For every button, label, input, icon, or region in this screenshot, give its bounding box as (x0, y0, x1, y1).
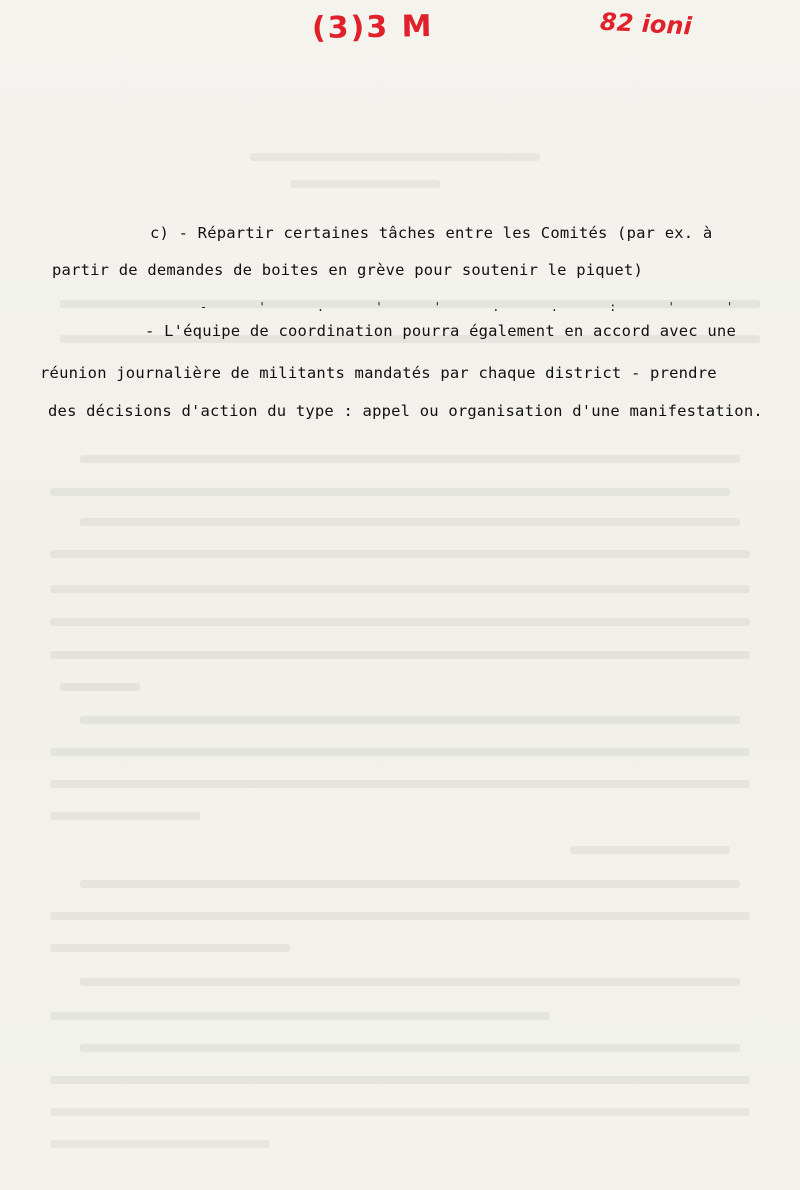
text-line-1: c) - Répartir certaines tâches entre les Comités (par ex. à (150, 224, 713, 242)
text-line-2: partir de demandes de boites en grève pour soutenir le piquet) (52, 261, 643, 279)
text-line-3: - L'équipe de coordination pourra également en accord avec une (145, 322, 736, 340)
text-line-4: réunion journalière de militants mandatés par chaque district - prendre (40, 364, 717, 382)
text-line-5: des décisions d'action du type : appel ou organisation d'une manifestation. (48, 402, 763, 420)
typewriter-specks: - ' . ' ' . . : ' ' (200, 300, 756, 314)
handwritten-number: 82 ioni (599, 7, 693, 41)
handwritten-reference: (3)3 M (311, 8, 434, 47)
